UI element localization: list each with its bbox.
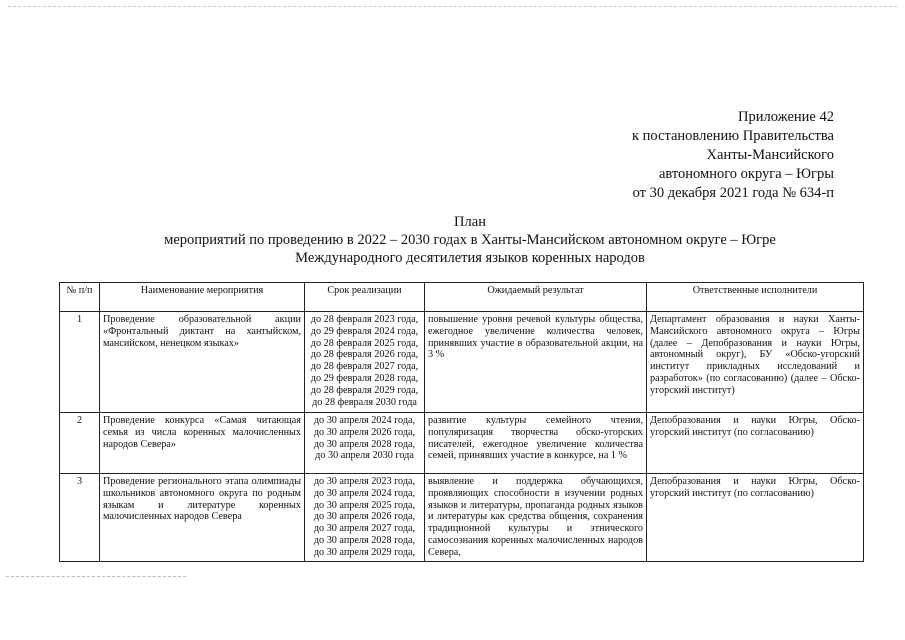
deadline-line: до 28 февраля 2025 года, bbox=[310, 337, 419, 349]
cell-event: Проведение образовательной акции «Фронтальный диктант на хантыйском, мансийском, ненецком языках» bbox=[100, 312, 305, 413]
deadline-line: до 30 апреля 2023 года, bbox=[313, 476, 416, 487]
cell-num: 1 bbox=[60, 312, 100, 413]
deadline-line: до 30 апреля 2029 года, bbox=[313, 546, 416, 558]
table-row bbox=[60, 474, 864, 562]
appendix-line: от 30 декабря 2021 года № 634-п bbox=[632, 185, 834, 201]
deadline-line: до 30 апреля 2026 года, bbox=[313, 426, 416, 438]
header-result: Ожидаемый результат bbox=[425, 283, 647, 312]
deadline-line: до 28 февраля 2027 года, bbox=[310, 361, 419, 373]
deadline-line: до 30 апреля 2024 года, bbox=[313, 487, 416, 499]
deadline-line: до 30 апреля 2027 года, bbox=[313, 523, 416, 535]
cell-result: повышение уровня речевой культуры общества, ежегодное увеличение количества человек, принявших участие в образовательной акции, на 3 % bbox=[425, 312, 647, 413]
deadline-line: до 30 апреля 2028 года, bbox=[313, 534, 416, 546]
deadline-line: до 29 февраля 2024 года, bbox=[310, 325, 419, 337]
cell-deadlines bbox=[305, 474, 425, 562]
table-row bbox=[60, 312, 864, 413]
deadline-line: до 28 февраля 2023 года, bbox=[310, 314, 419, 325]
cell-responsible: Депобразования и науки Югры, Обско-угорский институт (по согласованию) bbox=[647, 474, 864, 562]
cell-num: 2 bbox=[60, 413, 100, 474]
deadline-line: до 30 апреля 2028 года, bbox=[313, 438, 416, 450]
document-title bbox=[60, 213, 880, 267]
title-line-decade: Международного десятилетия языков коренных народов bbox=[295, 250, 645, 266]
appendix-header bbox=[632, 108, 834, 203]
appendix-line: Приложение 42 bbox=[738, 109, 834, 125]
cell-event: Проведение регионального этапа олимпиады школьников автономного округа по родным языкам и литературе коренных малочисленных народов Севера bbox=[100, 474, 305, 562]
table-row bbox=[60, 413, 864, 474]
cell-responsible: Депобразования и науки Югры, Обско-угорский институт (по согласованию) bbox=[647, 413, 864, 474]
cell-num: 3 bbox=[60, 474, 100, 562]
table-header-row bbox=[60, 283, 864, 312]
deadline-line: до 30 апреля 2026 года, bbox=[313, 511, 416, 523]
scan-noise-bottom bbox=[6, 576, 186, 578]
title-line-plan: План bbox=[454, 214, 486, 230]
appendix-line: к постановлению Правительства bbox=[632, 128, 834, 144]
plan-table bbox=[59, 282, 864, 562]
cell-result: развитие культуры семейного чтения, популяризация творчества обско-угорских писателей, ежегодное увеличение количества семей, принявших участие в конкурсе, на 1 % bbox=[425, 413, 647, 474]
deadline-line: до 30 апреля 2030 года bbox=[315, 450, 414, 462]
deadline-line: до 30 апреля 2024 года, bbox=[313, 415, 416, 426]
deadline-line: до 28 февраля 2026 года, bbox=[310, 349, 419, 361]
appendix-line: автономного округа – Югры bbox=[658, 166, 834, 182]
header-num: № п/п bbox=[60, 283, 100, 312]
deadline-line: до 29 февраля 2028 года, bbox=[310, 372, 419, 384]
cell-deadlines bbox=[305, 413, 425, 474]
cell-event: Проведение конкурса «Самая читающая семья из числа коренных малочисленных народов Севера» bbox=[100, 413, 305, 474]
deadline-line: до 30 апреля 2025 года, bbox=[313, 499, 416, 511]
appendix-line: Ханты-Мансийского bbox=[706, 147, 834, 163]
header-event: Наименование мероприятия bbox=[100, 283, 305, 312]
title-line-events: мероприятий по проведению в 2022 – 2030 годах в Ханты-Мансийском автономном округе – Югре bbox=[164, 232, 776, 248]
deadline-line: до 28 февраля 2030 года bbox=[312, 396, 417, 408]
cell-result: выявление и поддержка обучающихся, проявляющих способности в изучении родных языков и литературы, пропаганда родных языков и литературы как средства общения, сохранения традиционной культуры и этнического самосознания коренных малочисленных народов Севера, bbox=[425, 474, 647, 562]
header-deadline: Срок реализации bbox=[305, 283, 425, 312]
scan-noise-top bbox=[8, 6, 897, 8]
cell-deadlines bbox=[305, 312, 425, 413]
cell-responsible: Департамент образования и науки Ханты-Мансийского автономного округа – Югры (далее – Депобразования и науки Югры, автономный округ), БУ «Обско-угорский институт прикладных исследований и разработок» (по согласованию) (далее – Обско-угорский институт) bbox=[647, 312, 864, 413]
header-responsible: Ответственные исполнители bbox=[647, 283, 864, 312]
deadline-line: до 28 февраля 2029 года, bbox=[310, 384, 419, 396]
